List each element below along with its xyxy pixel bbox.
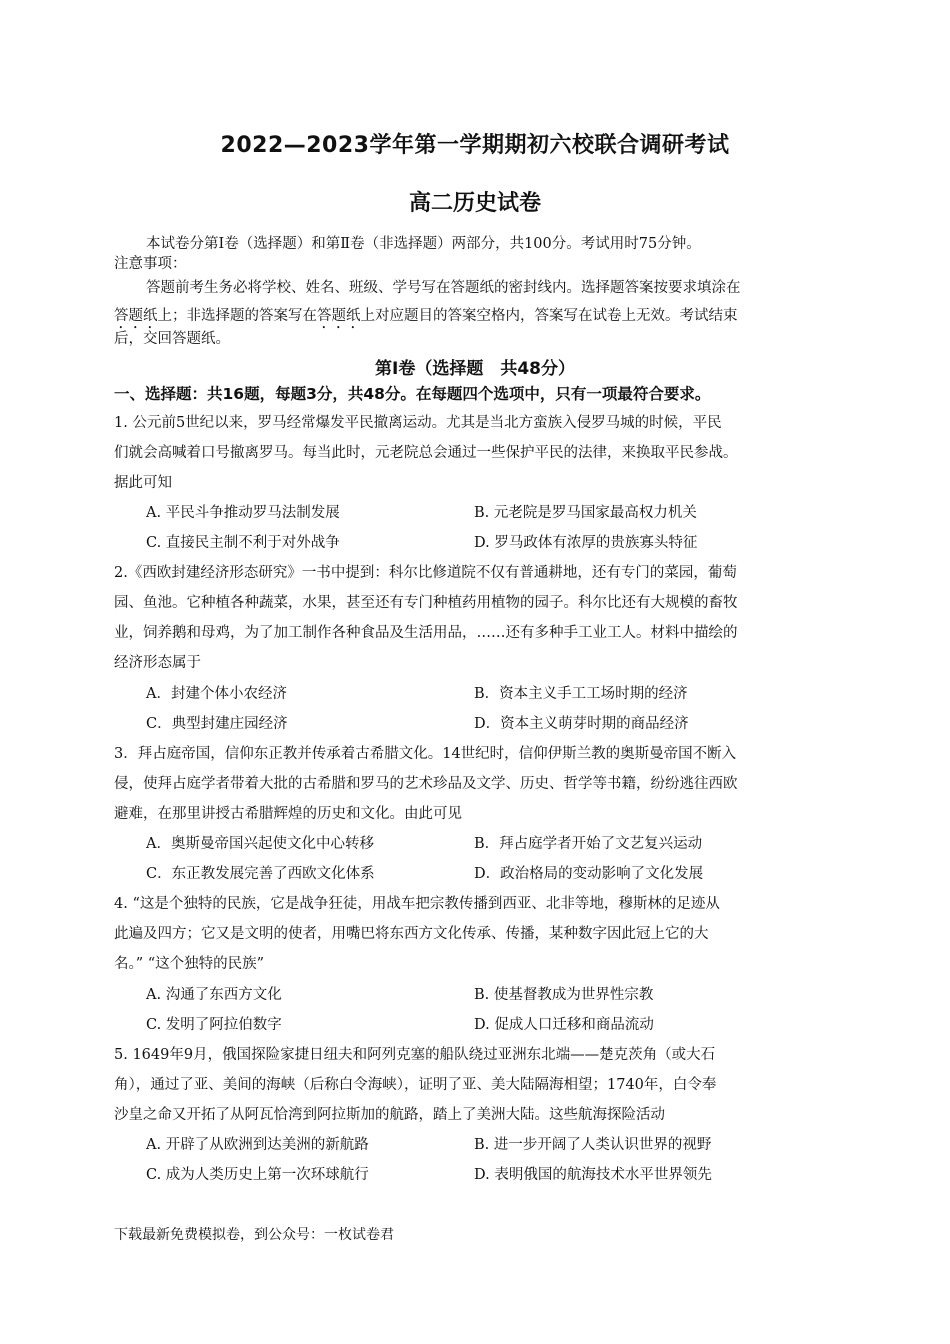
- notice-line: 后，交回答题纸。: [114, 331, 230, 347]
- question-line: 们就会高喊着口号撤离罗马。每当此时，元老院总会通过一些保护平民的法律，来换取平民参战。: [114, 445, 738, 461]
- option-a: A．封建个体小农经济: [146, 686, 287, 702]
- option-a: A. 沟通了东西方文化: [146, 987, 282, 1003]
- emphasized-text: 答题纸: [317, 308, 361, 324]
- option-d: D．资本主义萌芽时期的商品经济: [474, 716, 689, 732]
- question-line: 2.《西欧封建经济形态研究》一书中提到：科尔比修道院不仅有普通耕地，还有专门的菜园，葡萄: [114, 565, 737, 581]
- option-b: B. 使基督教成为世界性宗教: [474, 987, 654, 1003]
- option-a: A. 平民斗争推动罗马法制发展: [146, 505, 340, 521]
- exam-subtitle: 高二历史试卷: [408, 191, 541, 216]
- option-b: B．拜占庭学者开始了文艺复兴运动: [474, 836, 703, 852]
- question-line: 5. 1649年9月，俄国探险家捷日纽夫和阿列克塞的船队绕过亚洲东北端——楚克茨角（或大石: [114, 1047, 716, 1063]
- question-line: 3．拜占庭帝国，信仰东正教并传承着古希腊文化。14世纪时，信仰伊斯兰教的奥斯曼帝国不断入: [114, 746, 737, 762]
- option-d: D．政治格局的变动影响了文化发展: [474, 866, 704, 882]
- question-line: 名。” “这个独特的民族”: [114, 956, 265, 972]
- option-a: A．奥斯曼帝国兴起使文化中心转移: [146, 836, 374, 852]
- option-c: C．典型封建庄园经济: [146, 716, 288, 732]
- question-line: 业，饲养鹅和母鸡，为了加工制作各种食品及生活用品，……还有多种手工业工人。材料中描绘的: [114, 625, 738, 641]
- question-line: 4. “这是个独特的民族，它是战争狂徒，用战车把宗教传播到西亚、北非等地，穆斯林的足迹从: [114, 896, 720, 912]
- option-b: B．资本主义手工工场时期的经济: [474, 686, 688, 702]
- question-line: 1. 公元前5世纪以来，罗马经常爆发平民撤离运动。尤其是当北方蛮族入侵罗马城的时候，平民: [114, 415, 722, 431]
- question-line: 避难，在那里讲授古希腊辉煌的历史和文化。由此可见: [114, 806, 462, 822]
- option-c: C. 成为人类历史上第一次环球航行: [146, 1167, 369, 1183]
- option-c: C．东正教发展完善了西欧文化体系: [146, 866, 375, 882]
- exam-title: 2022—2023学年第一学期期初六校联合调研考试: [220, 133, 730, 158]
- notice-text: 上对应题目的答案空格内，答案写在试卷上无效。考试结束: [360, 308, 738, 324]
- option-d: D. 表明俄国的航海技术水平世界领先: [474, 1167, 712, 1183]
- notice-line: 答题前考生务必将学校、姓名、班级、学号写在答题纸的密封线内。选择题答案按要求填涂在: [146, 280, 741, 296]
- option-a: A. 开辟了从欧洲到达美洲的新航路: [146, 1137, 369, 1153]
- question-line: 此遍及四方；它又是文明的使者，用嘴巴将东西方文化传承、传播，某种数字因此冠上它的大: [114, 926, 709, 942]
- part-heading: 一、选择题：共16题，每题3分，共48分。在每题四个选项中，只有一项最符合要求。: [114, 385, 711, 403]
- footer-note: 下载最新免费模拟卷，到公众号：一枚试卷君: [114, 1227, 394, 1243]
- notice-label: 注意事项：: [114, 256, 187, 272]
- question-line: 沙皇之命又开拓了从阿瓦恰湾到阿拉斯加的航路，踏上了美洲大陆。这些航海探险活动: [114, 1107, 665, 1123]
- intro-line: 本试卷分第Ⅰ卷（选择题）和第Ⅱ卷（非选择题）两部分，共100分。考试用时75分钟。: [146, 236, 701, 252]
- section-title: 第Ⅰ卷（选择题 共48分）: [375, 359, 575, 379]
- question-line: 园、鱼池。它种植各种蔬菜，水果，甚至还有专门种植药用植物的园子。科尔比还有大规模的畜牧: [114, 595, 738, 611]
- question-line: 角），通过了亚、美间的海峡（后称白令海峡），证明了亚、美大陆隔海相望；1740年，白令奉: [114, 1077, 717, 1093]
- question-line: 经济形态属于: [114, 655, 201, 671]
- option-c: C. 发明了阿拉伯数字: [146, 1017, 282, 1033]
- option-b: B. 元老院是罗马国家最高权力机关: [474, 505, 697, 521]
- option-d: D. 促成人口迁移和商品流动: [474, 1017, 654, 1033]
- emphasized-text: 答题纸: [114, 308, 158, 324]
- question-line: 侵，使拜占庭学者带着大批的古希腊和罗马的艺术珍品及文学、历史、哲学等书籍，纷纷逃往西欧: [114, 776, 738, 792]
- option-d: D. 罗马政体有浓厚的贵族寡头特征: [474, 535, 698, 551]
- question-line: 据此可知: [114, 475, 172, 491]
- option-c: C. 直接民主制不利于对外战争: [146, 535, 340, 551]
- notice-text: 上；非选择题的答案写在: [157, 308, 317, 324]
- option-b: B. 进一步开阔了人类认识世界的视野: [474, 1137, 712, 1153]
